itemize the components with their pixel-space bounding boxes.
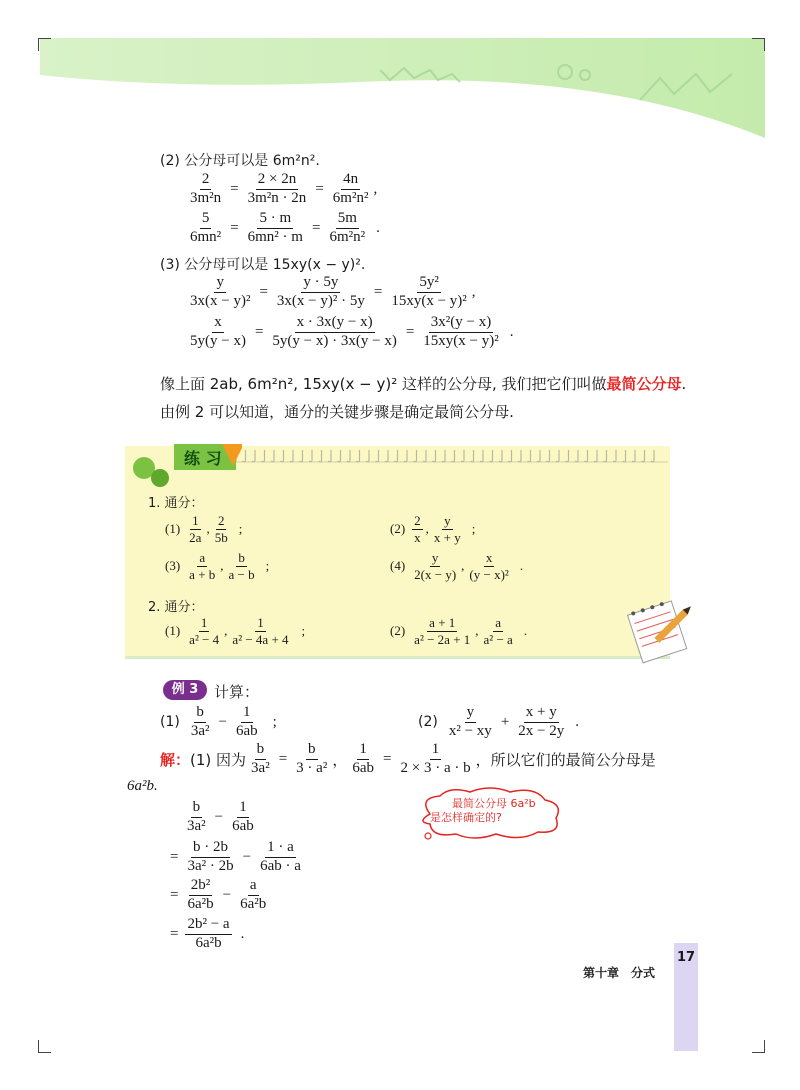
ruler-tick (385, 450, 388, 462)
notepad-pencil-icon (622, 598, 698, 664)
part2-equation-1: $\frac{2}{\text{3m²n}}$ = $\frac{2 \times 2n}{\text{3m²n · 2n}}$ = $\frac{4n}{\text{6m²n²}}$ , (190, 171, 378, 206)
solution-lcd: 6a²b. (127, 778, 158, 794)
ruler-tick (518, 450, 521, 462)
ruler-tick (594, 450, 597, 462)
solution-line-1: 解： (1) 因为 $\frac{b}{\text{3a²}}$ = $\frac{b}{\text{3 · a²}}$ ， $\frac{1}{6ab}$ = $\frac{1}{2 \times 3 \cdot a \cdot b}$ ，所以它们的最简公分母是 (160, 741, 656, 776)
ruler-tick (414, 450, 417, 462)
example3-title: 计算： (214, 683, 260, 701)
part2-label: (2) 公分母可以是 6m²n². (160, 153, 320, 169)
ruler-tick (271, 450, 274, 462)
practice-title: 练 习 (184, 449, 222, 468)
practice-ruler-decoration (228, 448, 668, 466)
ruler-tick (480, 450, 483, 462)
ruler-tick (537, 450, 540, 462)
ruler-tick (509, 450, 512, 462)
ruler-tick (528, 450, 531, 462)
ruler-tick (442, 450, 445, 462)
practice-q1-1: (1) $\frac{1}{2a}$ , $\frac{2}{5b}$ ; (165, 513, 243, 545)
crop-mark-top-right (752, 38, 765, 51)
ruler-tick (243, 450, 246, 462)
ruler-tick (575, 450, 578, 462)
example3-part2: (2) $\frac{y}{\text{x² − xy}}$ + $\frac{x + y}{2x - 2y}$ . (418, 704, 579, 739)
summary-line-1: 像上面 2ab, 6m²n², 15xy(x − y)² 这样的公分母, 我们把它们叫做最简公分母. (160, 375, 687, 393)
ruler-tick (366, 450, 369, 462)
crop-mark-bottom-left (38, 1040, 51, 1053)
practice-q2-2: (2) $\frac{a + 1}{\text{a² − 2a + 1}}$ , $\frac{a}{\text{a² − a}}$ . (390, 615, 528, 647)
calc-step-2: = $\frac{b \cdot 2b}{\text{3a² · 2b}}$ − $\frac{1 \cdot a}{6ab \cdot a}$ (170, 839, 301, 874)
ruler-tick (490, 450, 493, 462)
ruler-tick (613, 450, 616, 462)
ruler-tick (404, 450, 407, 462)
ruler-tick (623, 450, 626, 462)
ruler-tick (471, 450, 474, 462)
practice-q1-label: 1. 通分： (148, 496, 204, 511)
part3-equation-1: $\frac{y}{\text{3x(x − y)²}}$ = $\frac{y \cdot 5y}{\text{3x(x − y)² · 5y}}$ = $\frac{\text{5y²}}{\text{15xy(x − y)²}}$ , (190, 274, 476, 309)
ruler-tick (566, 450, 569, 462)
practice-q1-2: (2) $\frac{2}{x}$ , $\frac{y}{x + y}$ ; (390, 513, 476, 545)
part2-equation-2: $\frac{5}{\text{6mn²}}$ = $\frac{5 \cdot m}{\text{6mn² · m}}$ = $\frac{5m}{\text{6m²n²}}$ . (190, 210, 380, 245)
ruler-tick (357, 450, 360, 462)
cloud-text-2: 是怎样确定的? (430, 811, 502, 824)
crop-mark-bottom-right (752, 1040, 765, 1053)
ruler-tick (585, 450, 588, 462)
calc-step-1: $\frac{b}{\text{3a²}}$ − $\frac{1}{6ab}$ (187, 799, 254, 834)
ruler-tick (651, 450, 654, 462)
calc-step-3: = $\frac{\text{2b²}}{\text{6a²b}}$ − $\frac{a}{\text{6a²b}}$ (170, 877, 267, 912)
ruler-tick (319, 450, 322, 462)
ruler-tick (290, 450, 293, 462)
cloud-text-1: 最简公分母 6a²b (452, 797, 536, 810)
summary-line-2: 由例 2 可以知道，通分的关键步骤是确定最简公分母. (160, 403, 514, 421)
practice-leaf-icon (122, 442, 242, 490)
ruler-tick (642, 450, 645, 462)
header-banner (0, 0, 800, 140)
example3-badge: 例 3 (163, 680, 207, 700)
ruler-tick (300, 450, 303, 462)
ruler-tick (423, 450, 426, 462)
ruler-tick (252, 450, 255, 462)
calc-step-4: = $\frac{\text{2b² − a}}{\text{6a²b}}$ . (170, 916, 245, 951)
part3-equation-2: $\frac{x}{5y(y - x)}$ = $\frac{x \cdot 3x(y - x)}{5y(y - x) \cdot 3x(y - x)}$ = $\frac{\text{3x²(y − x)}}{\text{15xy(x − y)²}}$ . (190, 314, 514, 349)
crop-mark-top-left (38, 38, 51, 51)
chapter-label: 第十章 分式 (583, 966, 656, 980)
part3-label: (3) 公分母可以是 15xy(x − y)². (160, 257, 366, 273)
ruler-tick (632, 450, 635, 462)
practice-q1-3: (3) $\frac{a}{a + b}$ , $\frac{b}{a - b}$ ; (165, 550, 270, 582)
ruler-tick (556, 450, 559, 462)
ruler-tick (395, 450, 398, 462)
page-number: 17 (676, 950, 696, 965)
ruler-tick (338, 450, 341, 462)
practice-q2-1: (1) $\frac{1}{\text{a² − 4}}$ , $\frac{1}{\text{a² − 4a + 4}}$ ; (165, 615, 306, 647)
ruler-tick (262, 450, 265, 462)
ruler-tick (499, 450, 502, 462)
ruler-tick (309, 450, 312, 462)
ruler-tick (547, 450, 550, 462)
ruler-tick (328, 450, 331, 462)
example3-part1: (1) $\frac{b}{\text{3a²}}$ − $\frac{1}{6ab}$ ; (160, 704, 277, 739)
key-term: 最简公分母 (606, 375, 682, 393)
solution-label: 解： (160, 750, 191, 769)
ruler-tick (281, 450, 284, 462)
ruler-tick (347, 450, 350, 462)
ruler-tick (604, 450, 607, 462)
ruler-tick (376, 450, 379, 462)
ruler-tick (433, 450, 436, 462)
ruler-tick (452, 450, 455, 462)
practice-q1-4: (4) $\frac{y}{2(x - y)}$ , $\frac{x}{\text{(y − x)²}}$ . (390, 550, 524, 582)
practice-q2-label: 2. 通分： (148, 600, 204, 615)
ruler-tick (461, 450, 464, 462)
